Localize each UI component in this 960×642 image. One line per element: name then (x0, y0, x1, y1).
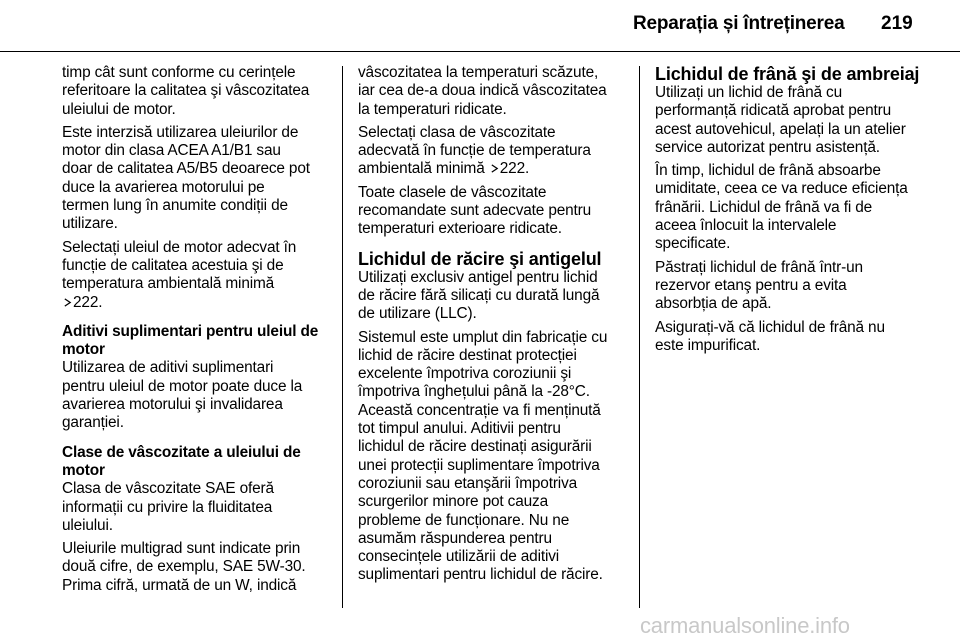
heading-brake-clutch-fluid: Lichidul de frână şi de ambreiaj (655, 64, 920, 84)
paragraph-brake-fluid-use: Utilizați un lichid de frână cu performanță ridicată aprobat pentru acest autovehicul, apelați la un atelier service autorizat pentru asistență. (655, 84, 906, 156)
paragraph-coolant-system: Sistemul este umplut din fabricație cu lichid de răcire destinat protecției excelente împotriva coroziunii şi împotriva înghețului până la -28°C. Această concentrație va fi menținută tot timpul anului. Aditivii pentru lichidul de răcire destinați asigurării unei protecții suplimentare împotriva coroziunii sau etanşării împotriva scurgerilor minore pot cauza probleme de funcționare. Nu ne asumăm răspunderea pentru consecințele utilizării de aditivi suplimentari pentru lichidul de răcire. (358, 328, 608, 584)
heading-viscosity-classes: Clase de vâscozitate a uleiului de motor (62, 443, 301, 479)
paragraph-viscosity-classes-all: Toate clasele de vâscozitate recomandate sunt adecvate pentru temperaturi exterioare ridicate. (358, 183, 592, 238)
column-divider-2 (639, 66, 640, 608)
column-2 (358, 64, 626, 590)
column-1 (62, 64, 334, 600)
paragraph-acea-warning: Este interzisă utilizarea uleiurilor de motor din clasa ACEA A1/B1 sau doar de calitatea A5/B5 deoarece pot duce la avarierea motorului pe termen lung în anumite condiții de utilizare. (62, 123, 310, 233)
page-header-title: Reparația și întreținerea (633, 13, 845, 34)
heading-coolant-antifreeze: Lichidul de răcire şi antigelul (358, 248, 602, 269)
paragraph-use-antifreeze: Utilizați exclusiv antigel pentru lichid de răcire fără silicați cu durată lungă de utilizare (LLC). (358, 268, 600, 323)
paragraph-select-oil (62, 239, 334, 312)
watermark: carmanualsonline.info (640, 613, 850, 638)
paragraph-select-viscosity (358, 124, 626, 179)
paragraph-brake-fluid-storage: Păstrați lichidul de frână într-un rezervor etanş pentru a evita absorbția de apă. (655, 258, 863, 313)
column-3 (655, 64, 951, 360)
paragraph-viscosity-continued: vâscozitatea la temperaturi scăzute, iar cea de-a doua indică vâscozitatea la temperaturi ridicate. (358, 64, 607, 118)
page-reference-link[interactable]: 222. (499, 160, 530, 178)
paragraph-sae-viscosity: Clasa de vâscozitate SAE oferă informații cu privire la fluiditatea uleiului. (62, 480, 274, 534)
paragraph-brake-fluid-clean: Asigurați-vă că lichidul de frână nu este impurificat. (655, 318, 885, 354)
select-viscosity-text: Selectați clasa de vâscozitate adecvată în funcție de temperatura ambientală minimă (358, 123, 591, 178)
page-reference-arrow-icon (63, 298, 72, 307)
page-reference-arrow-icon (490, 164, 499, 173)
select-oil-text: Selectați uleiul de motor adecvat în funcție de calitatea acestuia şi de temperatura ambientală minimă (62, 238, 297, 293)
paragraph-brake-fluid-humidity: În timp, lichidul de frână absoarbe umiditate, ceea ce va reduce eficiența frânării. Lichidul de frână va fi de aceea înlocuit la intervalele specificate. (655, 162, 908, 253)
paragraph-oil-conformity: timp cât sunt conforme cu cerințele referitoare la calitatea şi vâscozitatea uleiului de motor. (62, 64, 310, 118)
column-divider-1 (342, 66, 343, 608)
paragraph-multigrade: Uleiurile multigrad sunt indicate prin două cifre, de exemplu, SAE 5W-30. Prima cifră, urmată de un W, indică (62, 540, 306, 594)
heading-oil-additives: Aditivi suplimentari pentru uleiul de motor (62, 322, 319, 359)
page-number: 219 (881, 13, 913, 34)
page-reference-link[interactable]: 222. (73, 293, 103, 311)
paragraph-additives: Utilizarea de aditivi suplimentari pentru uleiul de motor poate duce la avarierea motorului şi invalidarea garanției. (62, 359, 303, 432)
header-divider (0, 51, 960, 52)
